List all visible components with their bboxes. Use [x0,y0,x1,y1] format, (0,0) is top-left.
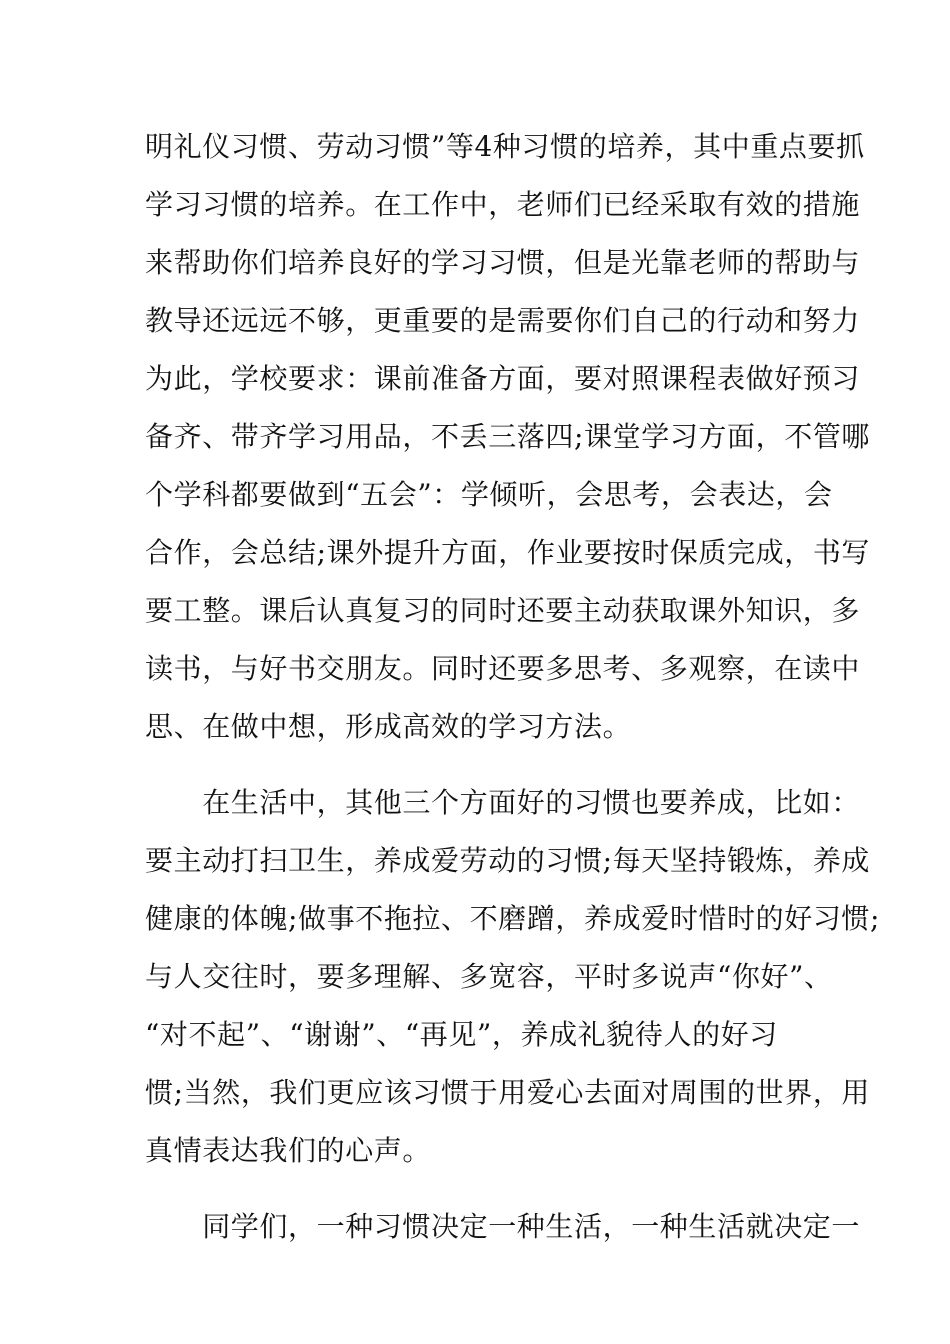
body-text [145,118,881,1256]
text-line: 要主动打扫卫生，养成爱劳动的习惯;每天坚持锻炼，养成 [145,844,871,877]
text-line: 学习习惯的培养。在工作中，老师们已经采取有效的措施 [145,188,861,221]
text-line: 备齐、带齐学习用品，不丢三落四;课堂学习方面，不管哪 [145,420,871,453]
paragraph-start-line: 同学们，一种习惯决定一种生活，一种生活就决定一 [145,1210,861,1243]
text-line: 健康的体魄;做事不拖拉、不磨蹭，养成爱时惜时的好习惯; [145,902,881,935]
paragraph-start-line: 在生活中，其他三个方面好的习惯也要养成，比如： [145,786,861,819]
text-line: 个学科都要做到“五会”：学倾听，会思考，会表达，会 [145,478,833,511]
text-line: 真情表达我们的心声。 [145,1134,432,1167]
text-line: 思、在做中想，形成高效的学习方法。 [145,710,632,743]
text-line: 合作，会总结;课外提升方面，作业要按时保质完成，书写 [145,536,871,569]
text-line: 为此，学校要求：课前准备方面，要对照课程表做好预习 [145,362,861,395]
text-line: “对不起”、“谢谢”、“再见”，养成礼貌待人的好习 [145,1018,778,1051]
text-line: 明礼仪习惯、劳动习惯”等4种习惯的培养，其中重点要抓 [145,130,865,163]
text-line: 惯;当然，我们更应该习惯于用爱心去面对周围的世界，用 [145,1076,871,1109]
text-line: 教导还远远不够，更重要的是需要你们自己的行动和努力 [145,304,861,337]
text-line: 要工整。课后认真复习的同时还要主动获取课外知识，多 [145,594,861,627]
text-line: 读书，与好书交朋友。同时还要多思考、多观察，在读中 [145,652,861,685]
text-line: 与人交往时，要多理解、多宽容，平时多说声“你好”、 [145,960,833,993]
paragraph-gap [145,1180,835,1198]
paragraph-gap [145,756,835,774]
text-line: 来帮助你们培养良好的学习习惯，但是光靠老师的帮助与 [145,246,861,279]
